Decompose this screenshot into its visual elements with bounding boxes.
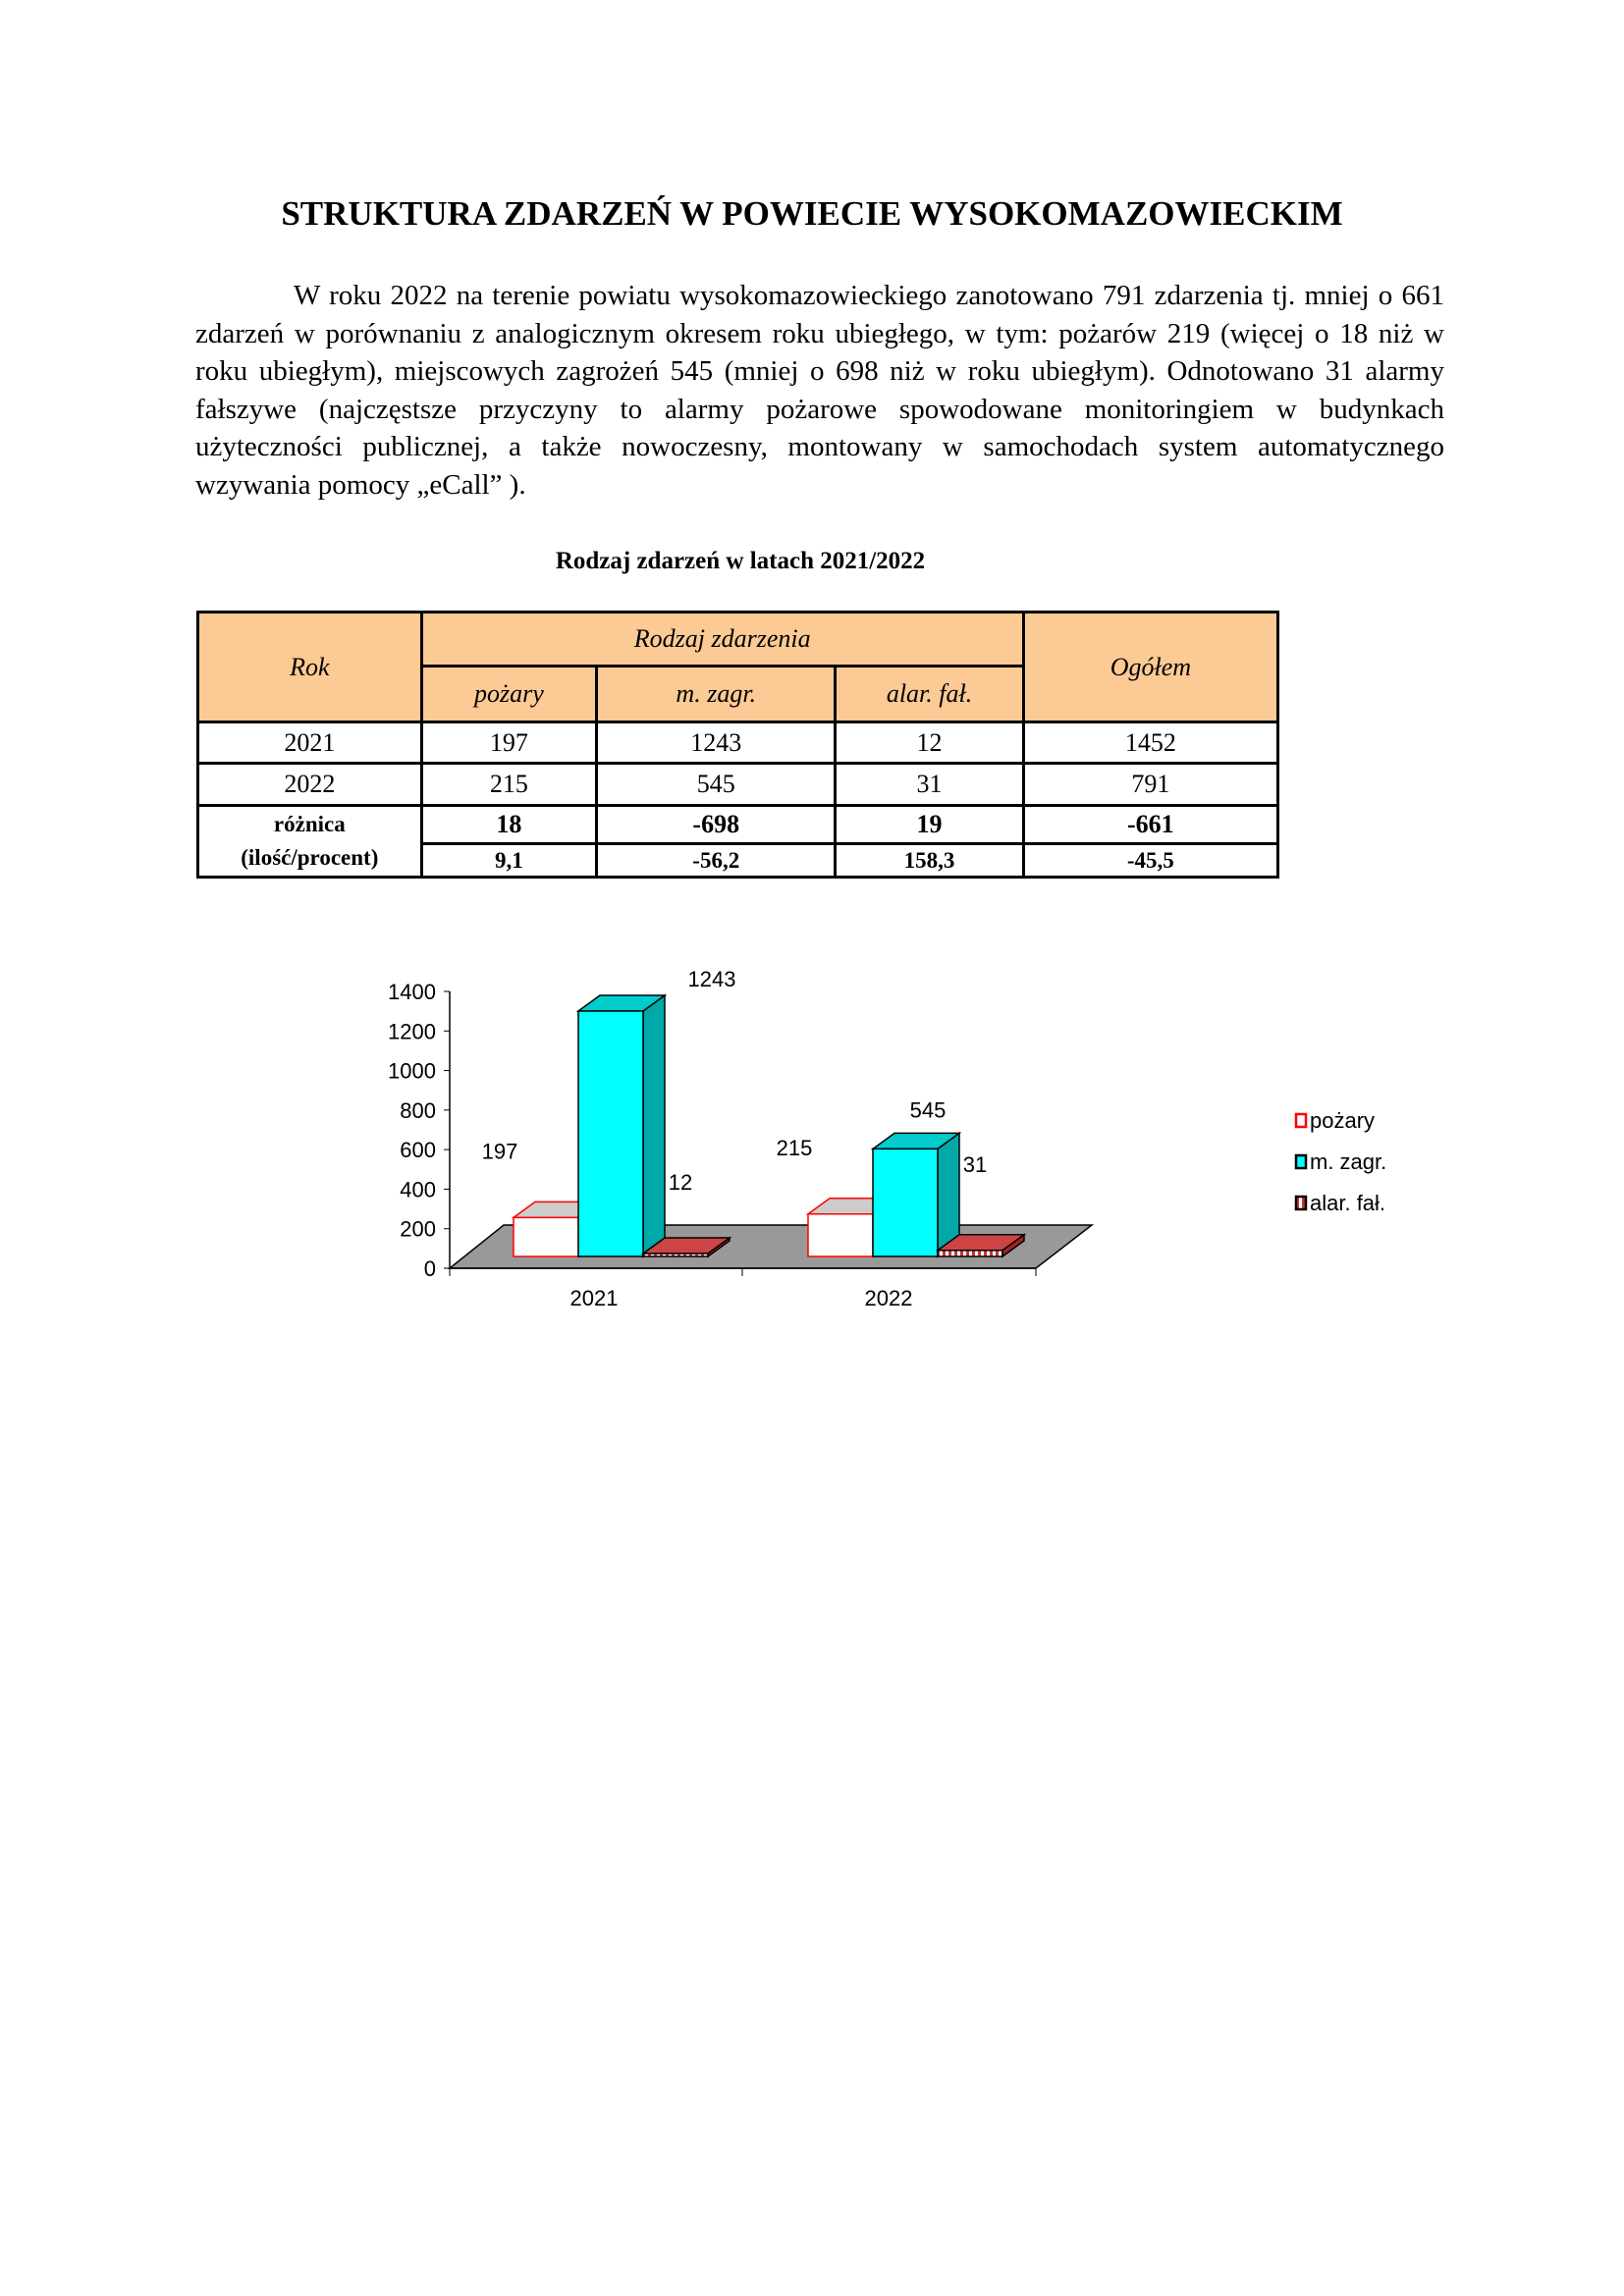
data-label: 1243 [687,967,736,991]
cell: 31 [836,764,1023,806]
cell: 791 [1023,764,1277,806]
legend-label: alar. fał. [1310,1191,1386,1215]
y-tick-label: 1000 [388,1058,436,1084]
y-tick-label: 0 [423,1256,436,1281]
cell: 1243 [597,722,836,764]
y-tick-label: 1200 [388,1019,436,1044]
data-label: 197 [481,1139,518,1164]
cell: 2021 [198,722,422,764]
cell: 19 [836,806,1023,844]
y-tick-label: 400 [400,1177,436,1202]
header-rok: Rok [198,613,422,722]
cell: 1452 [1023,722,1277,764]
bar-alar. fał. [643,1254,708,1256]
y-tick-label: 800 [400,1097,436,1123]
legend-label: pożary [1310,1108,1376,1133]
cell: -698 [597,806,836,844]
diff-label-1: różnica [273,812,346,836]
x-tick-label: 2021 [569,1286,619,1310]
diff-label-2: (ilość/procent) [241,845,379,870]
cell: 2022 [198,764,422,806]
cell: -56,2 [597,844,836,878]
cell: 18 [421,806,597,844]
y-tick-label: 1400 [388,980,436,1004]
page-title: STRUKTURA ZDARZEŃ W POWIECIE WYSOKOMAZOWIECKIM [281,194,1343,233]
cell: -661 [1023,806,1277,844]
legend-swatch-icon [1296,1114,1306,1127]
bar-pożary [808,1214,873,1256]
bar-alar. fał. [938,1251,1002,1256]
header-col: pożary [421,667,597,722]
legend-swatch-icon [1296,1197,1306,1209]
cell: 9,1 [421,844,597,878]
cell: 215 [421,764,597,806]
cell: 158,3 [836,844,1023,878]
bar-pożary [514,1217,578,1256]
cell: -45,5 [1023,844,1277,878]
header-col: m. zagr. [597,667,836,722]
y-tick-label: 600 [400,1138,436,1163]
legend-label: m. zagr. [1310,1149,1387,1174]
header-group: Rodzaj zdarzenia [421,613,1023,667]
data-label: 12 [668,1170,693,1195]
y-tick-label: 200 [400,1216,436,1242]
cell: 545 [597,764,836,806]
header-col: alar. fał. [836,667,1023,722]
data-label: 31 [962,1151,988,1177]
cell: 197 [421,722,597,764]
table-caption: Rodzaj zdarzeń w latach 2021/2022 [555,548,926,574]
x-tick-label: 2022 [864,1286,913,1310]
header-total: Ogółem [1023,613,1277,722]
intro-paragraph: W roku 2022 na terenie powiatu wysokomazowieckiego zanotowano 791 zdarzenia tj. mniej o 661 zdarzeń w porównaniu z analogicznym okresem roku ubiegłego, w tym: pożarów 219 (więcej o 18 niż w roku ubiegłym), miejscowych zagrożeń 545 (mniej o 698 niż w roku ubiegłym). Odnotowano 31 alarmy fałszywe (najczęstsze przyczyny to alarmy pożarowe spowodowane monitoringiem w budynkach użyteczności publicznej, a także nowoczesny, montowany w samochodach system automatycznego wzywania pomocy „eCall” ). [195,280,1444,501]
bar-m. zagr. [873,1148,938,1256]
bar-side-m. zagr. [643,995,665,1256]
data-label: 215 [776,1135,813,1160]
cell: 12 [836,722,1023,764]
data-label: 545 [909,1097,947,1123]
legend-swatch-icon [1296,1155,1306,1168]
bar-m. zagr. [578,1011,643,1256]
